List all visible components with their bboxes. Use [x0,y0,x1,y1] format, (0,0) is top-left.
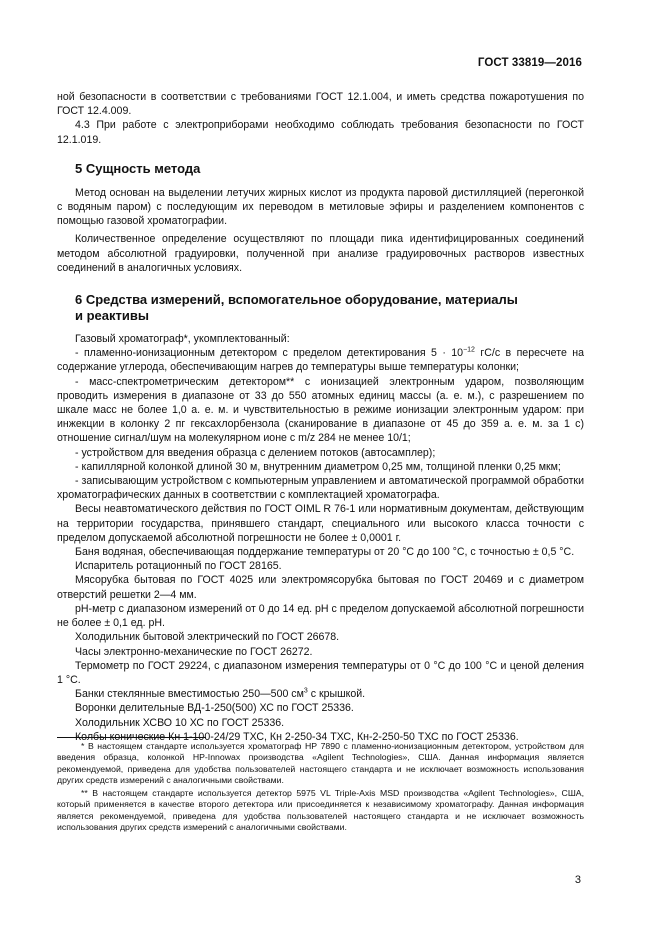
meat-grinder-item: Мясорубка бытовая по ГОСТ 4025 или электромясорубка бытовая по ГОСТ 20469 и с диаметром отверстий решетки 2—4 мм. [57,574,584,601]
msd-detector-item: - масс-спектрометрическим детектором** с ионизацией электронным ударом, позволяющим проводить измерения в диапазоне от 33 до 550 атомных единиц массы (а. е. м.), с разрешением по шкале масс не более 1,0 а. е. м. и чувствительностью в режиме ионизации электронным ударом: при инжекции в колонку 2 пг гексахлорбензола (сканирование в диапазоне от 45 до 359 а. е. м. за 1 с) отношение сигнал/шум на молекулярном ионе с m/z 284 не менее 10/1; [57,375,584,445]
jars-text-b: с крышкой. [307,688,366,701]
autosampler-item: - устройством для введения образца с делением потоков (автосамплер); [75,446,436,459]
page-number: 3 [574,874,581,886]
section-5-paragraph-1: Метод основан на выделении летучих жирных кислот из продукта паровой дистилляцией (перегонкой с водяным паром) с последующим их переводом в метиловые эфиры и разделением компонентов с помощью газовой хроматографии. [57,186,584,228]
water-bath-item: Баня водяная, обеспечивающая поддержание температуры от 20 °С до 100 °С, с точностью ± 0,5 °С. [75,546,575,559]
ph-meter-item: рН-метр с диапазоном измерений от 0 до 14 ед. рН с пределом допускаемой абсолютной погрешности не более ± 0,1 ед. рН. [57,602,585,630]
footnote-2: ** В настоящем стандарте используется детектор 5975 VL Triple-Axis MSD производства «Agilent Technologies», США, который применяется в качестве второго детектора или присоединяется к независимому хроматографу. Данная информация является рекомендуемой, приведена для удобства пользователей настоящего стандарта и не исключает возможность использования других средств измерений с аналогичными свойствами. [57,788,584,833]
footnotes [57,741,584,833]
section-6-heading-line-1: 6 Средства измерений, вспомогательное оборудование, материалы [75,292,518,308]
separatory-funnels-item: Воронки делительные ВД-1-250(500) ХС по ГОСТ 25336. [75,702,354,715]
footnote-separator [57,737,206,738]
jars-text-a: Банки стеклянные вместимостью 250—500 см [75,688,304,701]
section-6-heading-line-2: и реактивы [75,308,149,324]
running-header: ГОСТ 33819—2016 [477,57,582,69]
clock-item: Часы электронно-механические по ГОСТ 26272. [75,645,313,658]
scales-item: Весы неавтоматического действия по ГОСТ OIML R 76-1 или нормативным документам, действующим на территории государства, принявшего стандарт, специального или высокого класса точности с пределом допускаемой абсолютной погрешности не более ± 0,0001 г. [57,503,584,544]
conical-flasks-item: Колбы конические Кн 1-100-24/29 ТХС, Кн 2-250-34 ТХС, Кн-2-250-50 ТХС по ГОСТ 25336. [75,730,519,743]
refrigerator-item: Холодильник бытовой электрический по ГОСТ 26678. [75,631,340,644]
fid-text-a: - пламенно-ионизационным детектором с пределом детектирования 5 · 10 [75,347,464,360]
fid-text-b: гС/с в пересчете на содержание углерода, обеспечивающим нагрев до температуры выше температуры колонки; [57,347,584,374]
footnote-1: * В настоящем стандарте используется хроматограф НР 7890 с пламенно-ионизационным детектором, устройством для введения образца, колонкой HP-Innowax производства «Agilent Technologies», США. Данная информация является рекомендуемой, приведена для удобства пользователей настоящего стандарта и не исключает возможность использования других средств измерений с аналогичными свойствами. [57,741,584,785]
jars-exponent: 3 [303,687,308,695]
fid-exponent: −12 [463,346,475,354]
section-5-paragraph-2: Количественное определение осуществляют по площади пика идентифицированных соединений методом абсолютной градуировки, полученной при анализе градуировочных растворов известных соединений в аналогичных условиях. [57,233,584,274]
intro-paragraph-continued: ной безопасности в соответствии с требованиями ГОСТ 12.1.004, и иметь средства пожаротушения по ГОСТ 12.4.009. [57,91,584,118]
chromatograph-intro: Газовый хроматограф*, укомплектованный: [75,333,290,346]
section-5-heading: 5 Сущность метода [75,160,201,176]
recorder-item: - записывающим устройством с компьютерным управлением и автоматической программой обработки хроматографических данных в соответствии с комплектацией хроматографа. [57,475,584,502]
clause-4-3: 4.3 При работе с электроприборами необходимо соблюдать требования безопасности по ГОСТ 12.1.019. [57,119,584,146]
section-6-heading [57,292,584,324]
glass-jars-item [57,687,584,701]
condenser-item: Холодильник ХСВО 10 ХС по ГОСТ 25336. [75,716,285,729]
thermometer-item: Термометр по ГОСТ 29224, с диапазоном измерения температуры от 0 °С до 100 °С и ценой деления 1 °С. [57,659,584,686]
page-body [57,90,584,744]
column-item: - капиллярной колонкой длиной 30 м, внутренним диаметром 0,25 мм, толщиной пленки 0,25 мкм; [75,460,561,473]
fid-detector-item [57,346,584,374]
rotary-evaporator-item: Испаритель ротационный по ГОСТ 28165. [75,560,282,573]
